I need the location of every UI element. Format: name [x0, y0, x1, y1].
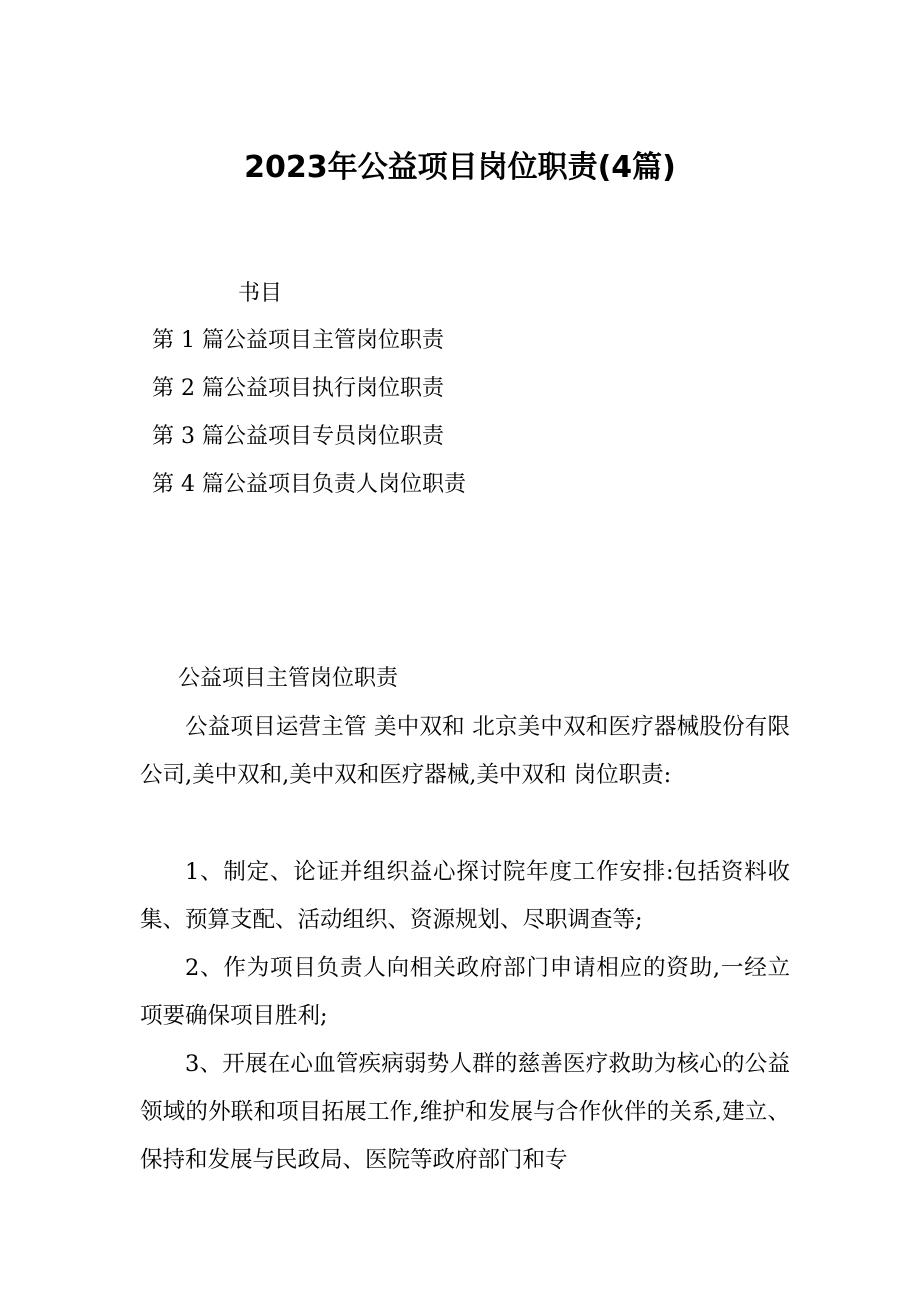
- toc-item-3: 第 3 篇公益项目专员岗位职责: [152, 424, 444, 449]
- toc-item-1: 第 1 篇公益项目主管岗位职责: [152, 328, 444, 353]
- body-paragraph-duty-1: 1、制定、论证并组织益心探讨院年度工作安排:包括资料收集、预算支配、活动组织、资源规划、尽职调查等;: [140, 859, 790, 933]
- section-heading: 公益项目主管岗位职责: [178, 666, 399, 691]
- body-paragraph-intro: 公益项目运营主管 美中双和 北京美中双和医疗器械股份有限公司,美中双和,美中双和医疗器械,美中双和 岗位职责:: [140, 714, 790, 788]
- body-paragraph-duty-3: 3、开展在心血管疾病弱势人群的慈善医疗救助为核心的公益领域的外联和项目拓展工作,维护和发展与合作伙伴的关系,建立、保持和发展与民政局、医院等政府部门和专: [140, 1051, 790, 1173]
- table-of-contents: [152, 325, 466, 517]
- document-title: 2023年公益项目岗位职责(4篇): [244, 150, 676, 185]
- toc-item-2: 第 2 篇公益项目执行岗位职责: [152, 376, 444, 401]
- body-paragraph-duty-2: 2、作为项目负责人向相关政府部门申请相应的资助,一经立项要确保项目胜利;: [140, 955, 790, 1029]
- toc-heading: 书目: [238, 281, 283, 306]
- toc-item-4: 第 4 篇公益项目负责人岗位职责: [152, 472, 466, 497]
